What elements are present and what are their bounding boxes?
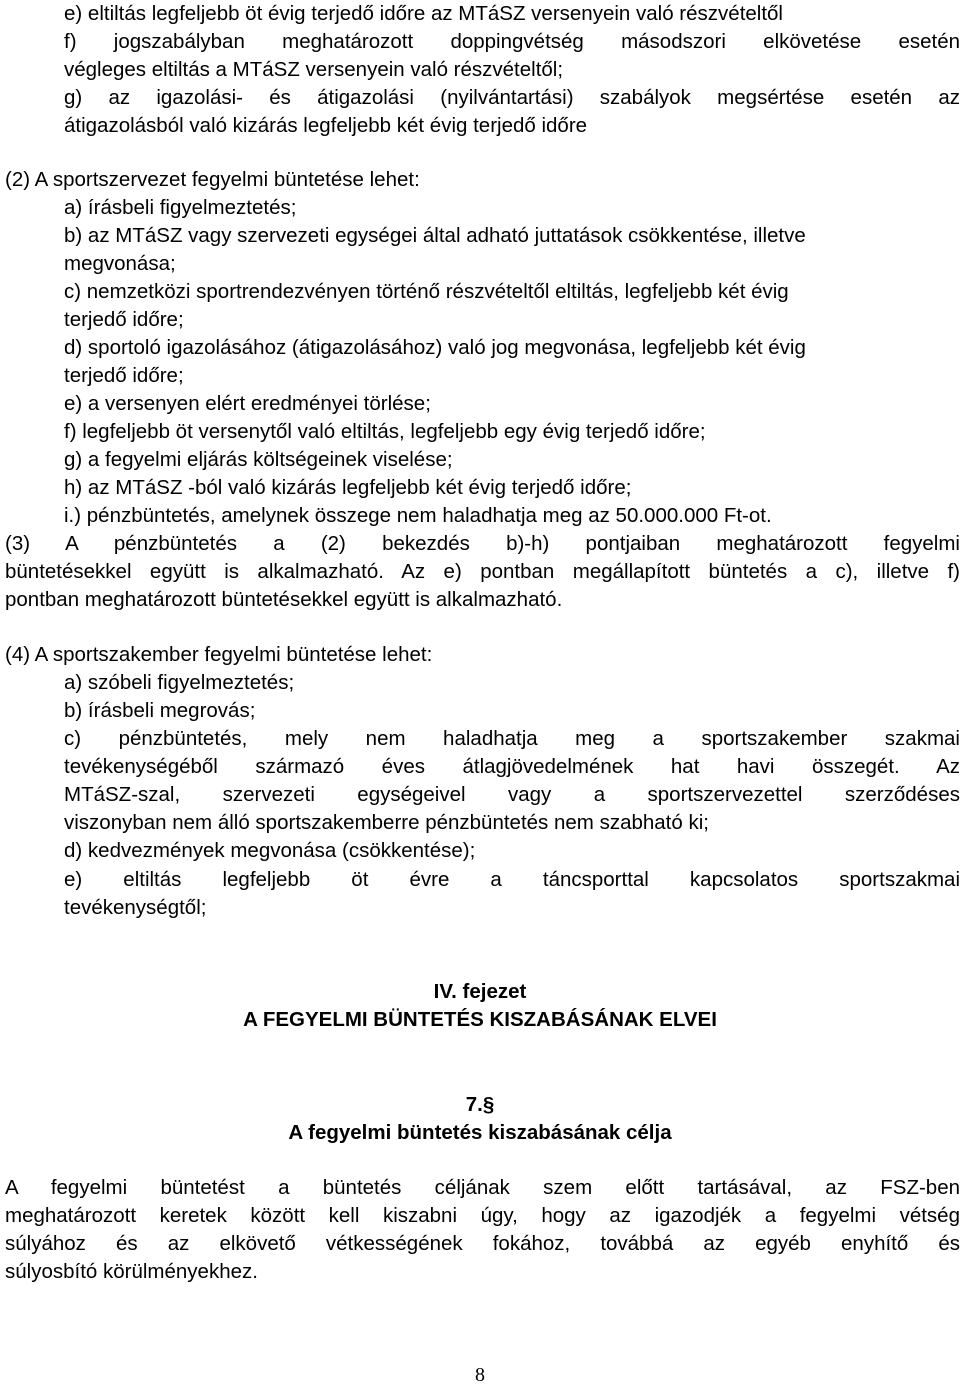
list-item: i.) pénzbüntetés, amelynek összege nem haladhatja meg az 50.000.000 Ft-ot. bbox=[64, 504, 772, 527]
list-item: h) az MTáSZ -ból való kizárás legfeljebb két évig terjedő időre; bbox=[64, 476, 632, 499]
list-item: c) nemzetközi sportrendezvényen történő részvételtől eltiltás, legfeljebb két évig bbox=[64, 280, 789, 303]
page-number: 8 bbox=[475, 1364, 485, 1386]
list-item: f) legfeljebb öt versenytől való eltiltás, legfeljebb egy évig terjedő időre; bbox=[64, 420, 706, 443]
list-item: a) szóbeli figyelmeztetés; bbox=[64, 671, 295, 694]
chapter-title: A FEGYELMI BÜNTETÉS KISZABÁSÁNAK ELVEI bbox=[243, 1008, 717, 1031]
list-item: átigazolásból való kizárás legfeljebb két évig terjedő időre bbox=[64, 114, 588, 137]
list-item: terjedő időre; bbox=[64, 364, 184, 387]
chapter-number: IV. fejezet bbox=[433, 980, 527, 1003]
body-line: meghatározott keretek között kell kiszabni úgy, hogy az igazodjék a fegyelmi vétség bbox=[5, 1204, 960, 1227]
paragraph-title: A fegyelmi büntetés kiszabásának célja bbox=[288, 1121, 672, 1144]
section-3-line: büntetésekkel együtt is alkalmazható. Az e) pontban megállapított büntetés a c), illetve f) bbox=[5, 560, 960, 583]
section-3-line: pontban meghatározott büntetésekkel együtt is alkalmazható. bbox=[5, 588, 563, 611]
list-item: d) kedvezmények megvonása (csökkentése); bbox=[64, 839, 476, 862]
list-item: e) a versenyen elért eredményei törlése; bbox=[64, 392, 431, 415]
list-item: MTáSZ-szal, szervezeti egységeivel vagy a sportszervezettel szerződéses bbox=[64, 783, 960, 806]
list-item: viszonyban nem álló sportszakemberre pénzbüntetés nem szabható ki; bbox=[64, 811, 709, 834]
list-item: g) az igazolási- és átigazolási (nyilvántartási) szabályok megsértése esetén az bbox=[64, 86, 960, 109]
list-item: végleges eltiltás a MTáSZ versenyein való részvételtől; bbox=[64, 58, 564, 81]
list-item: a) írásbeli figyelmeztetés; bbox=[64, 196, 297, 219]
list-item: terjedő időre; bbox=[64, 308, 184, 331]
body-line: súlyosbító körülményekhez. bbox=[5, 1260, 258, 1283]
section-2-heading: (2) A sportszervezet fegyelmi büntetése lehet: bbox=[5, 168, 420, 191]
section-4-heading: (4) A sportszakember fegyelmi büntetése lehet: bbox=[5, 643, 433, 666]
body-line: A fegyelmi büntetést a büntetés céljának szem előtt tartásával, az FSZ-ben bbox=[5, 1176, 960, 1199]
list-item: f) jogszabályban meghatározott doppingvétség másodszori elkövetése esetén bbox=[64, 30, 960, 53]
list-item: b) az MTáSZ vagy szervezeti egységei által adható juttatások csökkentése, illetve bbox=[64, 224, 806, 247]
list-item: tevékenységtől; bbox=[64, 896, 207, 919]
list-item: g) a fegyelmi eljárás költségeinek viselése; bbox=[64, 448, 453, 471]
list-item: e) eltiltás legfeljebb öt évre a táncsporttal kapcsolatos sportszakmai bbox=[64, 868, 960, 891]
list-item: megvonása; bbox=[64, 252, 176, 275]
list-item: c) pénzbüntetés, mely nem haladhatja meg a sportszakember szakmai bbox=[64, 727, 960, 750]
paragraph-number: 7.§ bbox=[465, 1093, 495, 1116]
list-item: d) sportoló igazolásához (átigazolásához) való jog megvonása, legfeljebb két évig bbox=[64, 336, 806, 359]
list-item: b) írásbeli megrovás; bbox=[64, 699, 256, 722]
list-item: tevékenységéből származó éves átlagjövedelmének hat havi összegét. Az bbox=[64, 755, 960, 778]
list-item: e) eltiltás legfeljebb öt évig terjedő időre az MTáSZ versenyein való részvételtől bbox=[64, 2, 783, 25]
section-3-line: (3) A pénzbüntetés a (2) bekezdés b)-h) pontjaiban meghatározott fegyelmi bbox=[5, 532, 960, 555]
body-line: súlyához és az elkövető vétkességének fokához, továbbá az egyéb enyhítő és bbox=[5, 1232, 960, 1255]
